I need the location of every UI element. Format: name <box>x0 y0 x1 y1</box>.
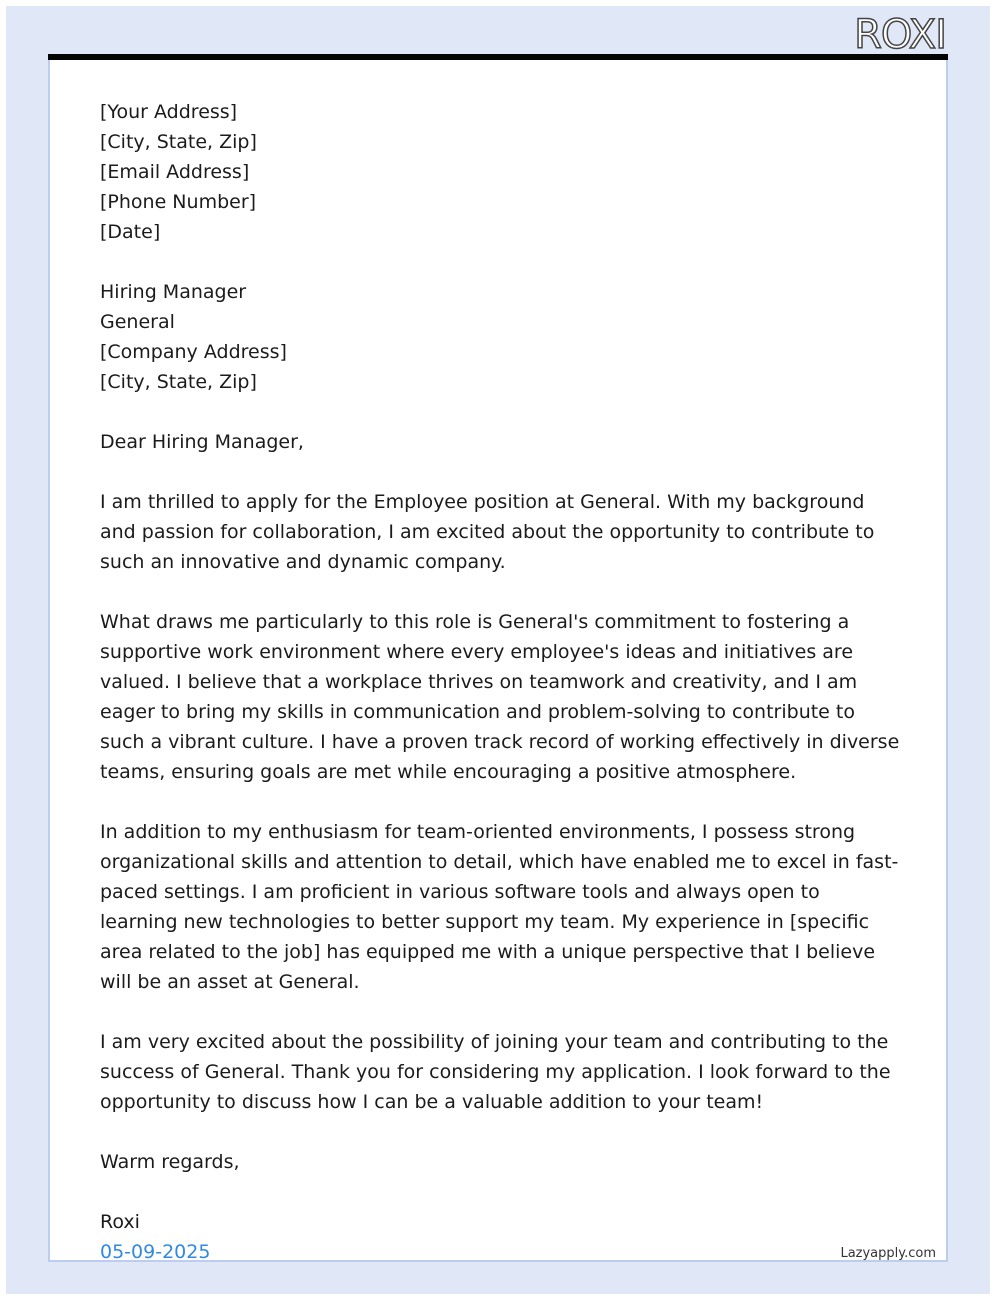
sender-block <box>100 97 900 247</box>
sender-date: [Date] <box>100 221 161 243</box>
salutation: Dear Hiring Manager, <box>100 431 304 453</box>
sender-address: [Your Address] <box>100 101 238 123</box>
closing: Warm regards, <box>100 1151 240 1173</box>
sender-phone: [Phone Number] <box>100 191 257 213</box>
body-paragraph: I am very excited about the possibility of joining your team and contributing to the success of General. Thank you for considering my application. I look forward to the opportunity to discuss how I can be a valuable addition to your team! <box>100 1031 891 1113</box>
sender-city-state-zip: [City, State, Zip] <box>100 131 257 153</box>
signed-date: 05-09-2025 <box>100 1241 211 1263</box>
roxi-logo: ROXI <box>854 12 946 58</box>
recipient-city-state-zip: [City, State, Zip] <box>100 371 257 393</box>
lazyapply-footer-link[interactable]: Lazyapply.com <box>840 1246 936 1261</box>
body-paragraph: I am thrilled to apply for the Employee position at General. With my background and passion for collaboration, I am excited about the opportunity to contribute to such an innovative and dynamic company. <box>100 491 875 573</box>
signature: Roxi <box>100 1211 140 1233</box>
sender-email: [Email Address] <box>100 161 250 183</box>
recipient-title: Hiring Manager <box>100 281 247 303</box>
body-paragraph: What draws me particularly to this role is General's commitment to fostering a supportive work environment where every employee's ideas and initiatives are valued. I believe that a workplace thrives on teamwork and creativity, and I am eager to bring my skills in communication and problem-solving to contribute to such a vibrant culture. I have a proven track record of working effectively in diverse teams, ensuring goals are met while encouraging a positive atmosphere. <box>100 611 900 783</box>
body-paragraph: In addition to my enthusiasm for team-oriented environments, I possess strong organizational skills and attention to detail, which have enabled me to excel in fast-paced settings. I am proficient in various software tools and always open to learning new technologies to better support my team. My experience in [specific area related to the job] has equipped me with a unique perspective that I believe will be an asset at General. <box>100 821 899 993</box>
recipient-address: [Company Address] <box>100 341 287 363</box>
recipient-block <box>100 277 900 397</box>
header-rule <box>48 54 948 60</box>
recipient-company: General <box>100 311 175 333</box>
cover-letter-body <box>100 97 900 1267</box>
